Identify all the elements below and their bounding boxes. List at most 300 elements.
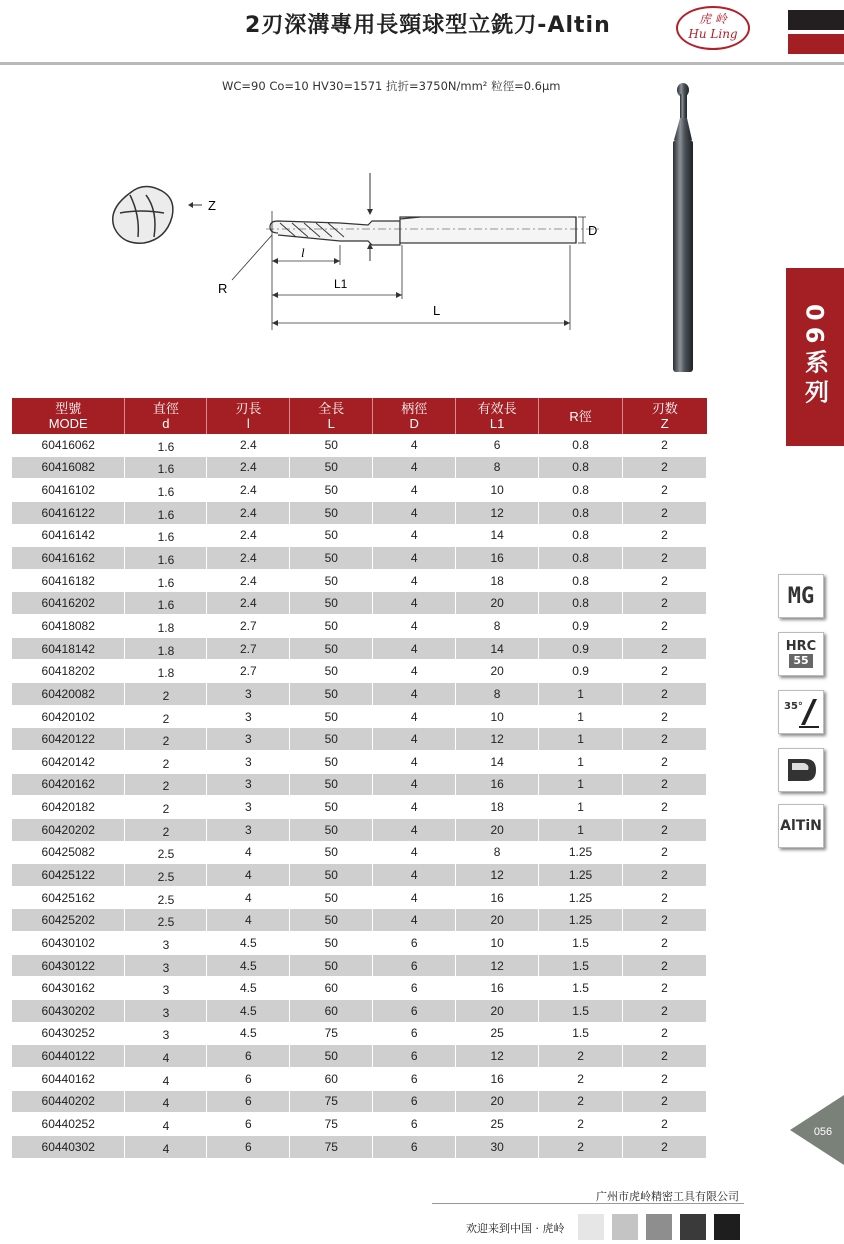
- color-swatch: [680, 1214, 706, 1240]
- table-cell: 1.6: [125, 479, 207, 502]
- table-cell: 1.6: [125, 547, 207, 570]
- table-cell: 3: [125, 1000, 207, 1023]
- column-header: [290, 398, 373, 434]
- table-cell: 6: [373, 1135, 456, 1158]
- table-cell: 6: [373, 977, 456, 1000]
- table-cell: 4: [373, 434, 456, 456]
- table-cell: 4: [373, 479, 456, 502]
- table-cell: 60425082: [12, 841, 125, 864]
- table-row: [12, 1135, 707, 1158]
- table-cell: 20: [456, 660, 539, 683]
- table-cell: 1.25: [539, 864, 623, 887]
- table-cell: 50: [290, 728, 373, 751]
- table-cell: 60440252: [12, 1113, 125, 1136]
- table-cell: 2.7: [207, 660, 290, 683]
- ball-nose-icon: [778, 748, 824, 792]
- table-cell: 1.5: [539, 977, 623, 1000]
- table-cell: 2: [623, 637, 707, 660]
- table-cell: 4: [373, 728, 456, 751]
- table-cell: 1.6: [125, 434, 207, 456]
- table-cell: 20: [456, 1000, 539, 1023]
- table-cell: 4: [207, 886, 290, 909]
- table-row: [12, 864, 707, 887]
- table-cell: 4: [373, 524, 456, 547]
- table-cell: 1.5: [539, 1000, 623, 1023]
- table-cell: 4: [373, 841, 456, 864]
- table-cell: 2: [623, 909, 707, 932]
- column-header-symbol: L1: [489, 416, 505, 431]
- label-l: l: [301, 245, 305, 260]
- table-cell: 50: [290, 637, 373, 660]
- table-cell: 4: [373, 909, 456, 932]
- table-cell: 2: [125, 683, 207, 706]
- table-cell: 60: [290, 977, 373, 1000]
- table-cell: 6: [207, 1045, 290, 1068]
- table-row: [12, 1000, 707, 1023]
- column-header-label: 型號: [55, 401, 82, 416]
- table-cell: 75: [290, 1135, 373, 1158]
- table-cell: 3: [207, 750, 290, 773]
- table-cell: 4: [373, 773, 456, 796]
- table-cell: 3: [207, 773, 290, 796]
- table-cell: 2: [623, 977, 707, 1000]
- table-row: [12, 818, 707, 841]
- table-cell: 0.8: [539, 569, 623, 592]
- logo-chinese: 虎 岭: [699, 12, 727, 26]
- header-bar-dark: [788, 10, 844, 30]
- table-body: [12, 434, 707, 1158]
- table-cell: 3: [207, 728, 290, 751]
- table-cell: 60440302: [12, 1135, 125, 1158]
- table-cell: 20: [456, 909, 539, 932]
- table-cell: 60430102: [12, 932, 125, 955]
- table-cell: 1: [539, 750, 623, 773]
- hrc-value: 55: [789, 654, 812, 668]
- table-cell: 8: [456, 615, 539, 638]
- table-cell: 60416082: [12, 456, 125, 479]
- column-header-symbol: Z: [660, 416, 669, 431]
- table-cell: 2: [623, 864, 707, 887]
- table-cell: 2: [623, 479, 707, 502]
- table-cell: 60430122: [12, 954, 125, 977]
- table-row: [12, 1090, 707, 1113]
- table-cell: 2: [539, 1090, 623, 1113]
- table-cell: 2: [623, 683, 707, 706]
- spec-table: [12, 398, 707, 1159]
- table-row: [12, 660, 707, 683]
- table-cell: 3: [207, 683, 290, 706]
- label-d: D: [588, 223, 598, 238]
- table-cell: 60418142: [12, 637, 125, 660]
- table-cell: 50: [290, 750, 373, 773]
- table-cell: 0.8: [539, 479, 623, 502]
- table-cell: 50: [290, 501, 373, 524]
- table-cell: 4: [373, 818, 456, 841]
- table-cell: 0.8: [539, 524, 623, 547]
- table-row: [12, 524, 707, 547]
- table-cell: 2: [623, 886, 707, 909]
- table-cell: 60: [290, 1067, 373, 1090]
- table-cell: 2.4: [207, 479, 290, 502]
- column-header-label: 有效長: [477, 401, 517, 416]
- table-cell: 60416062: [12, 434, 125, 456]
- table-cell: 3: [207, 796, 290, 819]
- table-cell: 2: [623, 841, 707, 864]
- table-cell: 1.5: [539, 932, 623, 955]
- column-header: [456, 398, 539, 434]
- column-header-symbol: L: [327, 416, 335, 431]
- table-row: [12, 434, 707, 456]
- table-cell: 2: [623, 954, 707, 977]
- table-cell: 16: [456, 773, 539, 796]
- table-cell: 2: [623, 705, 707, 728]
- column-header-label: 全長: [318, 401, 345, 416]
- table-row: [12, 773, 707, 796]
- table-cell: 2.5: [125, 864, 207, 887]
- table-cell: 2: [623, 434, 707, 456]
- table-cell: 2: [539, 1045, 623, 1068]
- table-cell: 50: [290, 932, 373, 955]
- table-cell: 6: [373, 932, 456, 955]
- table-cell: 1.6: [125, 456, 207, 479]
- table-cell: 20: [456, 818, 539, 841]
- table-cell: 20: [456, 592, 539, 615]
- column-header-label: 刃数: [651, 401, 678, 416]
- table-cell: 6: [373, 1090, 456, 1113]
- color-swatch: [612, 1214, 638, 1240]
- table-cell: 8: [456, 841, 539, 864]
- table-cell: 6: [456, 434, 539, 456]
- table-cell: 50: [290, 569, 373, 592]
- table-cell: 1.25: [539, 909, 623, 932]
- table-cell: 14: [456, 524, 539, 547]
- column-header-label: 柄徑: [401, 401, 428, 416]
- table-cell: 2: [125, 728, 207, 751]
- table-cell: 1.8: [125, 637, 207, 660]
- page-corner: [790, 1095, 844, 1165]
- table-cell: 10: [456, 479, 539, 502]
- table-cell: 6: [373, 1045, 456, 1068]
- label-l1: L1: [334, 277, 348, 291]
- table-cell: 2: [125, 818, 207, 841]
- table-cell: 60416142: [12, 524, 125, 547]
- table-cell: 2: [623, 728, 707, 751]
- table-cell: 12: [456, 954, 539, 977]
- table-cell: 2: [623, 932, 707, 955]
- table-row: [12, 501, 707, 524]
- table-cell: 6: [207, 1135, 290, 1158]
- table-row: [12, 456, 707, 479]
- table-cell: 16: [456, 547, 539, 570]
- table-cell: 10: [456, 705, 539, 728]
- column-header: [539, 398, 623, 434]
- table-cell: 50: [290, 818, 373, 841]
- table-cell: 3: [125, 954, 207, 977]
- table-cell: 25: [456, 1113, 539, 1136]
- table-cell: 2: [623, 750, 707, 773]
- table-row: [12, 909, 707, 932]
- table-cell: 2.7: [207, 615, 290, 638]
- label-r: R: [218, 281, 228, 296]
- table-cell: 50: [290, 456, 373, 479]
- table-cell: 2: [623, 1045, 707, 1068]
- table-cell: 14: [456, 637, 539, 660]
- table-row: [12, 1022, 707, 1045]
- altin-label: AlTiN: [780, 818, 822, 834]
- table-cell: 12: [456, 864, 539, 887]
- table-cell: 50: [290, 841, 373, 864]
- table-cell: 60416162: [12, 547, 125, 570]
- table-cell: 1.5: [539, 954, 623, 977]
- table-cell: 60420182: [12, 796, 125, 819]
- table-cell: 50: [290, 524, 373, 547]
- table-cell: 75: [290, 1022, 373, 1045]
- series-tab: [786, 268, 844, 446]
- table-cell: 16: [456, 977, 539, 1000]
- table-cell: 4: [207, 909, 290, 932]
- table-cell: 2: [539, 1135, 623, 1158]
- table-cell: 2.4: [207, 524, 290, 547]
- table-cell: 4: [373, 456, 456, 479]
- column-header-label: 刃長: [235, 401, 262, 416]
- table-cell: 20: [456, 1090, 539, 1113]
- table-cell: 4: [373, 615, 456, 638]
- table-cell: 0.8: [539, 592, 623, 615]
- table-cell: 1.6: [125, 569, 207, 592]
- table-cell: 1: [539, 683, 623, 706]
- table-row: [12, 796, 707, 819]
- table-cell: 2: [623, 773, 707, 796]
- table-cell: 4: [373, 705, 456, 728]
- table-cell: 1: [539, 728, 623, 751]
- table-cell: 1.6: [125, 592, 207, 615]
- table-row: [12, 750, 707, 773]
- table-cell: 1.8: [125, 615, 207, 638]
- table-cell: 2.5: [125, 841, 207, 864]
- table-cell: 50: [290, 615, 373, 638]
- table-cell: 50: [290, 1045, 373, 1068]
- welcome-text: 欢迎来到中国 · 虎岭: [466, 1222, 565, 1235]
- table-cell: 2: [623, 1067, 707, 1090]
- table-cell: 60440202: [12, 1090, 125, 1113]
- end-view-icon: [113, 186, 173, 243]
- table-cell: 60420142: [12, 750, 125, 773]
- table-cell: 16: [456, 1067, 539, 1090]
- table-cell: 50: [290, 705, 373, 728]
- table-cell: 4: [373, 569, 456, 592]
- column-header: [623, 398, 707, 434]
- table-cell: 6: [207, 1090, 290, 1113]
- table-cell: 2: [623, 660, 707, 683]
- color-swatch: [646, 1214, 672, 1240]
- table-cell: 18: [456, 796, 539, 819]
- table-cell: 6: [207, 1113, 290, 1136]
- table-cell: 60430252: [12, 1022, 125, 1045]
- table-cell: 2: [623, 1022, 707, 1045]
- table-cell: 4: [125, 1090, 207, 1113]
- table-row: [12, 728, 707, 751]
- table-cell: 2: [623, 1000, 707, 1023]
- table-cell: 2: [623, 818, 707, 841]
- table-cell: 50: [290, 773, 373, 796]
- table-cell: 60440162: [12, 1067, 125, 1090]
- table-cell: 50: [290, 683, 373, 706]
- color-swatch: [578, 1214, 604, 1240]
- table-cell: 50: [290, 547, 373, 570]
- page-number: 056: [813, 1126, 833, 1138]
- table-row: [12, 954, 707, 977]
- table-cell: 50: [290, 954, 373, 977]
- table-cell: 2: [623, 501, 707, 524]
- table-row: [12, 705, 707, 728]
- column-header-symbol: MODE: [48, 416, 88, 431]
- table-cell: 2: [623, 547, 707, 570]
- table-cell: 6: [373, 1000, 456, 1023]
- table-cell: 2: [623, 1113, 707, 1136]
- table-cell: 8: [456, 683, 539, 706]
- table-cell: 60420202: [12, 818, 125, 841]
- table-cell: 10: [456, 932, 539, 955]
- table-cell: 4: [125, 1135, 207, 1158]
- table-cell: 4: [373, 750, 456, 773]
- table-cell: 0.9: [539, 660, 623, 683]
- table-row: [12, 637, 707, 660]
- table-cell: 60430162: [12, 977, 125, 1000]
- table-row: [12, 1067, 707, 1090]
- logo-latin: Hu Ling: [688, 27, 738, 41]
- table-row: [12, 841, 707, 864]
- table-cell: 4: [373, 501, 456, 524]
- table-cell: 60416102: [12, 479, 125, 502]
- table-cell: 6: [373, 1067, 456, 1090]
- mg-grade-icon: [778, 574, 824, 618]
- table-cell: 60420082: [12, 683, 125, 706]
- table-cell: 30: [456, 1135, 539, 1158]
- table-cell: 18: [456, 569, 539, 592]
- table-cell: 6: [207, 1067, 290, 1090]
- table-cell: 0.8: [539, 434, 623, 456]
- table-cell: 6: [373, 1113, 456, 1136]
- table-header: [12, 398, 707, 434]
- table-cell: 0.9: [539, 615, 623, 638]
- column-header-label: 直徑: [152, 401, 179, 416]
- table-cell: 1.25: [539, 841, 623, 864]
- table-cell: 50: [290, 886, 373, 909]
- table-cell: 50: [290, 479, 373, 502]
- table-cell: 2: [539, 1067, 623, 1090]
- table-cell: 50: [290, 434, 373, 456]
- table-cell: 50: [290, 592, 373, 615]
- helix-angle-icon: [778, 690, 824, 734]
- table-cell: 2.4: [207, 569, 290, 592]
- table-cell: 60416202: [12, 592, 125, 615]
- table-cell: 2: [623, 592, 707, 615]
- label-z: Z: [208, 198, 216, 213]
- mg-label: MG: [787, 583, 815, 609]
- table-cell: 12: [456, 501, 539, 524]
- table-cell: 4: [373, 864, 456, 887]
- table-cell: 2.4: [207, 501, 290, 524]
- footer-rule: [432, 1203, 744, 1204]
- table-row: [12, 569, 707, 592]
- table-cell: 4.5: [207, 977, 290, 1000]
- table-cell: 2: [623, 1135, 707, 1158]
- table-cell: 50: [290, 796, 373, 819]
- table-cell: 4: [125, 1045, 207, 1068]
- table-row: [12, 977, 707, 1000]
- header-bar-red: [788, 34, 844, 54]
- table-cell: 3: [207, 818, 290, 841]
- table-cell: 3: [207, 705, 290, 728]
- table-cell: 4.5: [207, 1022, 290, 1045]
- table-cell: 0.9: [539, 637, 623, 660]
- column-header: [12, 398, 125, 434]
- table-cell: 60425122: [12, 864, 125, 887]
- table-cell: 2: [623, 524, 707, 547]
- table-row: [12, 547, 707, 570]
- hrc-label: HRC: [785, 639, 817, 654]
- table-cell: 2: [125, 773, 207, 796]
- table-cell: 50: [290, 660, 373, 683]
- table-cell: 12: [456, 1045, 539, 1068]
- table-cell: 3: [125, 977, 207, 1000]
- table-cell: 60418082: [12, 615, 125, 638]
- table-cell: 75: [290, 1113, 373, 1136]
- table-cell: 2: [125, 796, 207, 819]
- table-cell: 60416122: [12, 501, 125, 524]
- column-header-label: R徑: [569, 408, 592, 424]
- column-header: [125, 398, 207, 434]
- brand-logo: [676, 6, 750, 50]
- series-label: 06系列: [800, 304, 829, 410]
- table-cell: 4: [373, 886, 456, 909]
- table-cell: 4: [207, 864, 290, 887]
- table-cell: 2.4: [207, 547, 290, 570]
- table-cell: 2: [623, 456, 707, 479]
- table-cell: 1: [539, 796, 623, 819]
- table-cell: 2.7: [207, 637, 290, 660]
- table-cell: 60: [290, 1000, 373, 1023]
- table-cell: 12: [456, 728, 539, 751]
- table-cell: 1: [539, 773, 623, 796]
- table-row: [12, 683, 707, 706]
- table-cell: 1: [539, 818, 623, 841]
- table-cell: 60420102: [12, 705, 125, 728]
- table-cell: 2: [623, 796, 707, 819]
- table-cell: 0.8: [539, 547, 623, 570]
- material-spec: WC=90 Co=10 HV30=1571 抗折=3750N/mm² 粒徑=0.6μm: [222, 79, 561, 93]
- label-big-l: L: [433, 303, 441, 318]
- table-cell: 60420162: [12, 773, 125, 796]
- table-cell: 2: [539, 1113, 623, 1136]
- table-cell: 60420122: [12, 728, 125, 751]
- table-cell: 2.5: [125, 886, 207, 909]
- table-cell: 4: [125, 1067, 207, 1090]
- table-cell: 1.25: [539, 886, 623, 909]
- table-cell: 4: [207, 841, 290, 864]
- table-cell: 2: [125, 705, 207, 728]
- table-cell: 2.4: [207, 456, 290, 479]
- table-cell: 50: [290, 864, 373, 887]
- column-header-symbol: l: [246, 416, 250, 431]
- table-cell: 25: [456, 1022, 539, 1045]
- header-rule: [0, 62, 844, 65]
- table-cell: 4: [373, 547, 456, 570]
- table-cell: 60418202: [12, 660, 125, 683]
- table-cell: 4: [373, 660, 456, 683]
- table-cell: 1.5: [539, 1022, 623, 1045]
- column-header: [207, 398, 290, 434]
